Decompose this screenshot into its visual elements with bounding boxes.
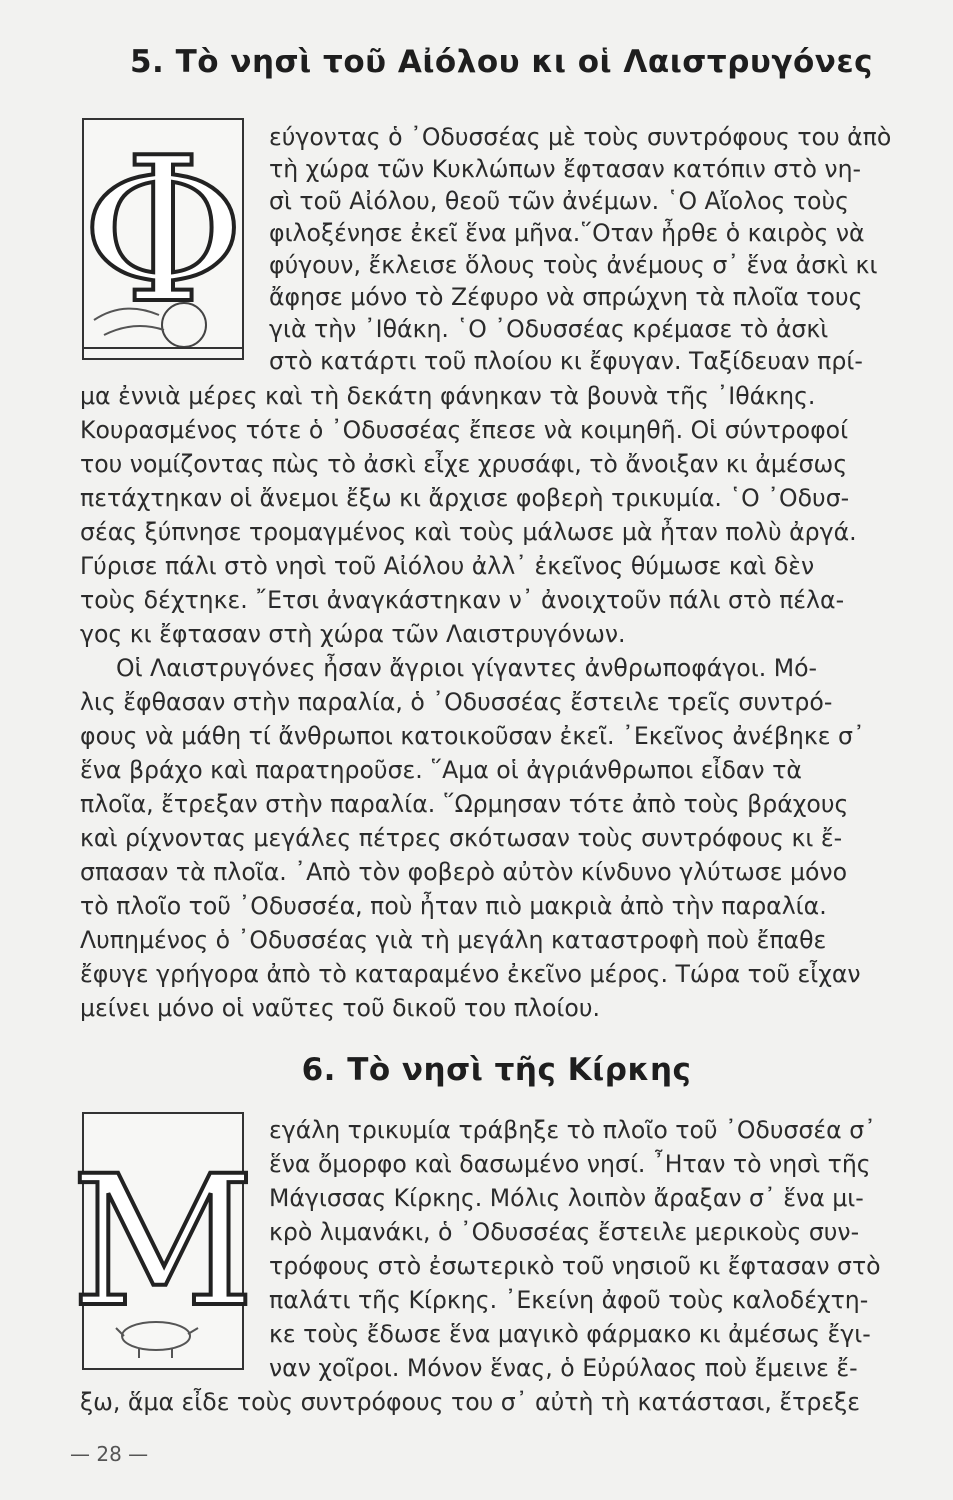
- section-6-line-7: κε τοὺς ἔδωσε ἕνα μαγικὸ φάρμακο κι ἀμέσως ἔγι-: [269, 1320, 871, 1348]
- section-5-line-20: ἕνα βράχο καὶ παρατηροῦσε. ῞Αμα οἱ ἀγριάνθρωποι εἶδαν τὰ: [80, 756, 802, 784]
- mu-initial-illustration: [70, 1114, 256, 1368]
- section-5-line-9: μα ἐννιὰ μέρες καὶ τὴ δεκάτη φάνηκαν τὰ βουνὰ τῆς ᾿Ιθάκης.: [80, 382, 816, 410]
- section-5-line-7: γιὰ τὴν ᾿Ιθάκη. ῾Ο ᾿Οδυσσέας κρέμασε τὸ ἀσκὶ: [269, 315, 829, 343]
- decorated-initial-phi: [81, 115, 245, 360]
- section-6-line-3: Μάγισσας Κίρκης. Μόλις λοιπὸν ἄραξαν σ᾿ ἕνα μι-: [269, 1184, 864, 1212]
- section-5-line-5: φύγουν, ἔκλεισε ὅλους τοὺς ἀνέμους σ᾿ ἕνα ἀσκὶ κι: [269, 251, 878, 279]
- section-5-line-19: φους νὰ μάθη τί ἄνθρωποι κατοικοῦσαν ἐκεῖ. ᾿Εκεῖνος ἀνέβηκε σ᾿: [80, 722, 865, 750]
- section-5-line-16: γος κι ἔφτασαν στὴ χώρα τῶν Λαιστρυγόνων.: [80, 620, 626, 648]
- section-6-line-6: παλάτι τῆς Κίρκης. ᾿Εκείνη ἀφοῦ τοὺς καλοδέχτη-: [269, 1286, 869, 1314]
- section-5-line-15: τοὺς δέχτηκε. ῎Ετσι ἀναγκάστηκαν ν᾿ ἀνοιχτοῦν πάλι στὸ πέλα-: [80, 586, 845, 614]
- section-5-line-8: στὸ κατάρτι τοῦ πλοίου κι ἔφυγαν. Ταξίδευαν πρί-: [269, 347, 863, 375]
- section-5-line-1: εύγοντας ὁ ᾿Οδυσσέας μὲ τοὺς συντρόφους του ἀπὸ: [269, 123, 892, 151]
- section-5-line-24: τὸ πλοῖο τοῦ ᾿Οδυσσέα, ποὺ ἦταν πιὸ μακριὰ ἀπὸ τὴν παραλία.: [80, 892, 827, 920]
- section-6-title: 6. Τὸ νησὶ τῆς Κίρκης: [301, 1052, 692, 1088]
- section-5-line-13: σέας ξύπνησε τρομαγμένος καὶ τοὺς μάλωσε μὰ ἦταν πολὺ ἀργά.: [80, 518, 857, 546]
- section-5-line-25: Λυπημένος ὁ ᾿Οδυσσέας γιὰ τὴ μεγάλη καταστροφὴ ποὺ ἔπαθε: [80, 926, 827, 954]
- section-5-line-23: σπασαν τὰ πλοῖα. ᾿Απὸ τὸν φοβερὸ αὐτὸν κίνδυνο γλύτωσε μόνο: [80, 858, 848, 886]
- section-6-line-8: ναν χοῖροι. Μόνον ἕνας, ὁ Εὐρύλαος ποὺ ἔμεινε ἔ-: [269, 1354, 858, 1382]
- section-5-line-3: σὶ τοῦ Αἰόλου, θεοῦ τῶν ἀνέμων. ῾Ο Αἴολος τοὺς: [269, 187, 849, 215]
- section-5-line-6: ἄφησε μόνο τὸ Ζέφυρο νὰ σπρώχνη τὰ πλοῖα τους: [269, 283, 863, 311]
- section-5-line-26: ἔφυγε γρήγορα ἀπὸ τὸ καταραμένο ἐκεῖνο μέρος. Τώρα τοῦ εἶχαν: [80, 960, 861, 988]
- initial-letter-phi: Φ: [81, 115, 245, 348]
- section-6-line-9: ξω, ἅμα εἶδε τοὺς συντρόφους του σ᾿ αὐτὴ τὴ κατάστασι, ἔτρεξε: [80, 1388, 861, 1416]
- phi-initial-illustration: [81, 115, 245, 358]
- initial-letter-mu: Μ: [70, 1138, 256, 1347]
- section-5-title: 5. Τὸ νησὶ τοῦ Αἰόλου κι οἱ Λαιστρυγόνες: [129, 44, 874, 80]
- page-number: — 28 —: [70, 1442, 149, 1466]
- section-5-line-12: πετάχτηκαν οἱ ἄνεμοι ἔξω κι ἄρχισε φοβερὴ τρικυμία. ῾Ο ᾿Οδυσ-: [80, 484, 850, 512]
- section-5-line-11: του νομίζοντας πὼς τὸ ἀσκὶ εἶχε χρυσάφι, τὸ ἄνοιξαν κι ἀμέσως: [80, 450, 848, 478]
- section-5-line-4: φιλοξένησε ἐκεῖ ἕνα μῆνα.῞Οταν ἦρθε ὁ καιρὸς νὰ: [269, 219, 865, 247]
- section-5-line-17: Οἱ Λαιστρυγόνες ἦσαν ἄγριοι γίγαντες ἀνθρωποφάγοι. Μό-: [116, 654, 818, 682]
- section-6-line-1: εγάλη τρικυμία τράβηξε τὸ πλοῖο τοῦ ᾿Οδυσσέα σ᾿: [269, 1116, 876, 1144]
- section-5-line-21: πλοῖα, ἔτρεξαν στὴν παραλία. ῞Ωρμησαν τότε ἀπὸ τοὺς βράχους: [80, 790, 849, 818]
- section-6-line-4: κρὸ λιμανάκι, ὁ ᾿Οδυσσέας ἔστειλε μερικοὺς συν-: [269, 1218, 860, 1246]
- section-5-line-2: τὴ χώρα τῶν Κυκλώπων ἔφτασαν κατόπιν στὸ νη-: [269, 155, 862, 183]
- section-5-line-10: Κουρασμένος τότε ὁ ᾿Οδυσσέας ἔπεσε νὰ κοιμηθῆ. Οἱ σύντροφοί: [80, 416, 849, 444]
- section-6-line-5: τρόφους στὸ ἐσωτερικὸ τοῦ νησιοῦ κι ἔφτασαν στὸ: [269, 1252, 881, 1280]
- section-5-line-14: Γύρισε πάλι στὸ νησὶ τοῦ Αἰόλου ἀλλ᾿ ἐκεῖνος θύμωσε καὶ δὲν: [80, 552, 815, 580]
- decorated-initial-mu: [70, 1112, 256, 1370]
- section-5-line-18: λις ἔφθασαν στὴν παραλία, ὁ ᾿Οδυσσέας ἔστειλε τρεῖς συντρό-: [80, 688, 833, 716]
- section-6-line-2: ἕνα ὄμορφο καὶ δασωμένο νησί. ῏Ηταν τὸ νησὶ τῆς: [269, 1150, 871, 1178]
- section-5-line-22: καὶ ρίχνοντας μεγάλες πέτρες σκότωσαν τοὺς συντρόφους κι ἔ-: [80, 824, 843, 852]
- section-5-line-27: μείνει μόνο οἱ ναῦτες τοῦ δικοῦ του πλοίου.: [80, 994, 600, 1022]
